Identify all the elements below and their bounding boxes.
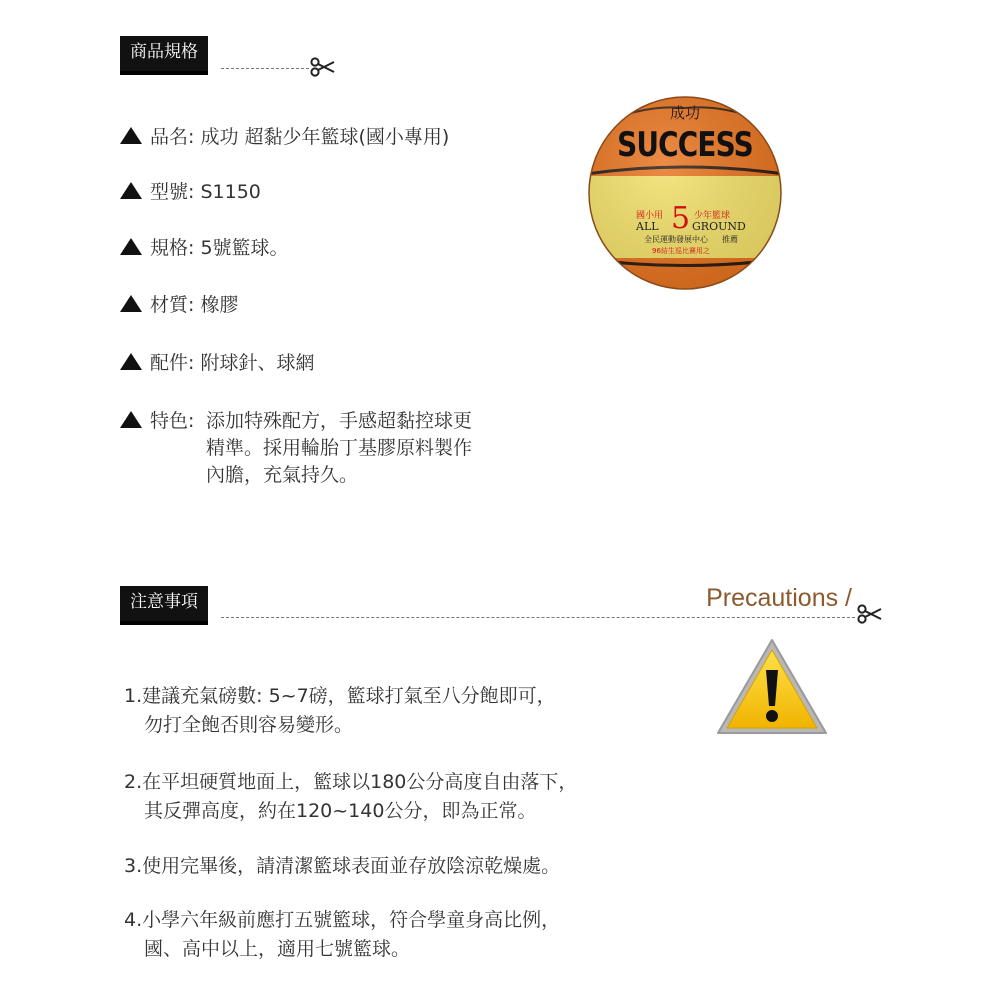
- spec-dashed-divider: [221, 68, 309, 69]
- ball-line1-left: 國小用: [636, 211, 664, 221]
- triangle-up-icon: [120, 238, 142, 255]
- ball-line3-right: 推薦: [722, 235, 738, 244]
- spec-row-material: [120, 292, 238, 319]
- spec-label: 特色:: [150, 410, 195, 432]
- note-line: 2.在平坦硬質地面上，籃球以180公分高度自由落下，: [124, 771, 578, 793]
- spec-label: 型號:: [150, 181, 195, 203]
- ball-brand-cn: 成功: [669, 104, 701, 122]
- note-line: 3.使用完畢後，請清潔籃球表面並存放陰涼乾燥處。: [124, 855, 561, 877]
- triangle-up-icon: [120, 411, 142, 428]
- note-item-4: [124, 906, 560, 964]
- note-line: 勿打全飽否則容易變形。: [144, 714, 354, 736]
- ball-brand: SUCCESS: [617, 125, 753, 165]
- spec-section-title: 商品規格: [120, 36, 208, 75]
- ball-ground: GROUND: [692, 220, 746, 233]
- scissors-icon: [310, 57, 336, 77]
- notes-section-title: 注意事項: [120, 586, 208, 625]
- basketball-image: [586, 94, 784, 292]
- spec-label: 規格:: [150, 237, 195, 259]
- feature-text: [206, 408, 566, 489]
- scissors-icon: [857, 604, 883, 624]
- note-item-3: [124, 852, 560, 881]
- note-line: 1.建議充氣磅數: 5~7磅，籃球打氣至八分飽即可，: [124, 685, 556, 707]
- triangle-up-icon: [120, 353, 142, 370]
- note-item-2: [124, 768, 577, 826]
- spec-label: 配件:: [150, 352, 195, 374]
- triangle-up-icon: [120, 295, 142, 312]
- note-line: 其反彈高度，約在120~140公分，即為正常。: [144, 800, 537, 822]
- spec-row-size: [120, 235, 289, 262]
- ball-line3: 全民運動發展中心: [644, 235, 708, 244]
- ball-all: ALL: [636, 220, 659, 233]
- triangle-up-icon: [120, 182, 142, 199]
- ball-line4: 96結生巡比賽用之: [652, 247, 710, 255]
- feature-label-wrap: [120, 408, 194, 435]
- spec-row-name: [120, 124, 449, 151]
- spec-value: S1150: [200, 181, 261, 203]
- spec-value: 5號籃球。: [200, 237, 289, 259]
- feature-line: 精準。採用輪胎丁基膠原料製作: [206, 437, 473, 459]
- spec-row-accessories: [120, 350, 314, 377]
- spec-value: 成功 超黏少年籃球(國小專用): [200, 126, 450, 148]
- spec-label: 品名:: [150, 126, 195, 148]
- feature-line: 添加特殊配方，手感超黏控球更: [206, 410, 473, 432]
- note-line: 4.小學六年級前應打五號籃球，符合學童身高比例，: [124, 909, 561, 931]
- warning-icon: [714, 636, 830, 738]
- ball-size-number: 5: [671, 201, 691, 236]
- feature-line: 內膽，充氣持久。: [206, 464, 359, 486]
- spec-row-model: [120, 179, 261, 206]
- triangle-up-icon: [120, 127, 142, 144]
- note-line: 國、高中以上，適用七號籃球。: [144, 938, 411, 960]
- note-item-1: [124, 682, 556, 740]
- ball-line1-right: 少年籃球: [694, 211, 731, 221]
- notes-dashed-divider: [221, 617, 855, 618]
- spec-value: 附球針、球網: [200, 352, 315, 374]
- spec-label: 材質:: [150, 294, 195, 316]
- spec-value: 橡膠: [200, 294, 239, 316]
- notes-english-title: Precautions /: [706, 584, 852, 612]
